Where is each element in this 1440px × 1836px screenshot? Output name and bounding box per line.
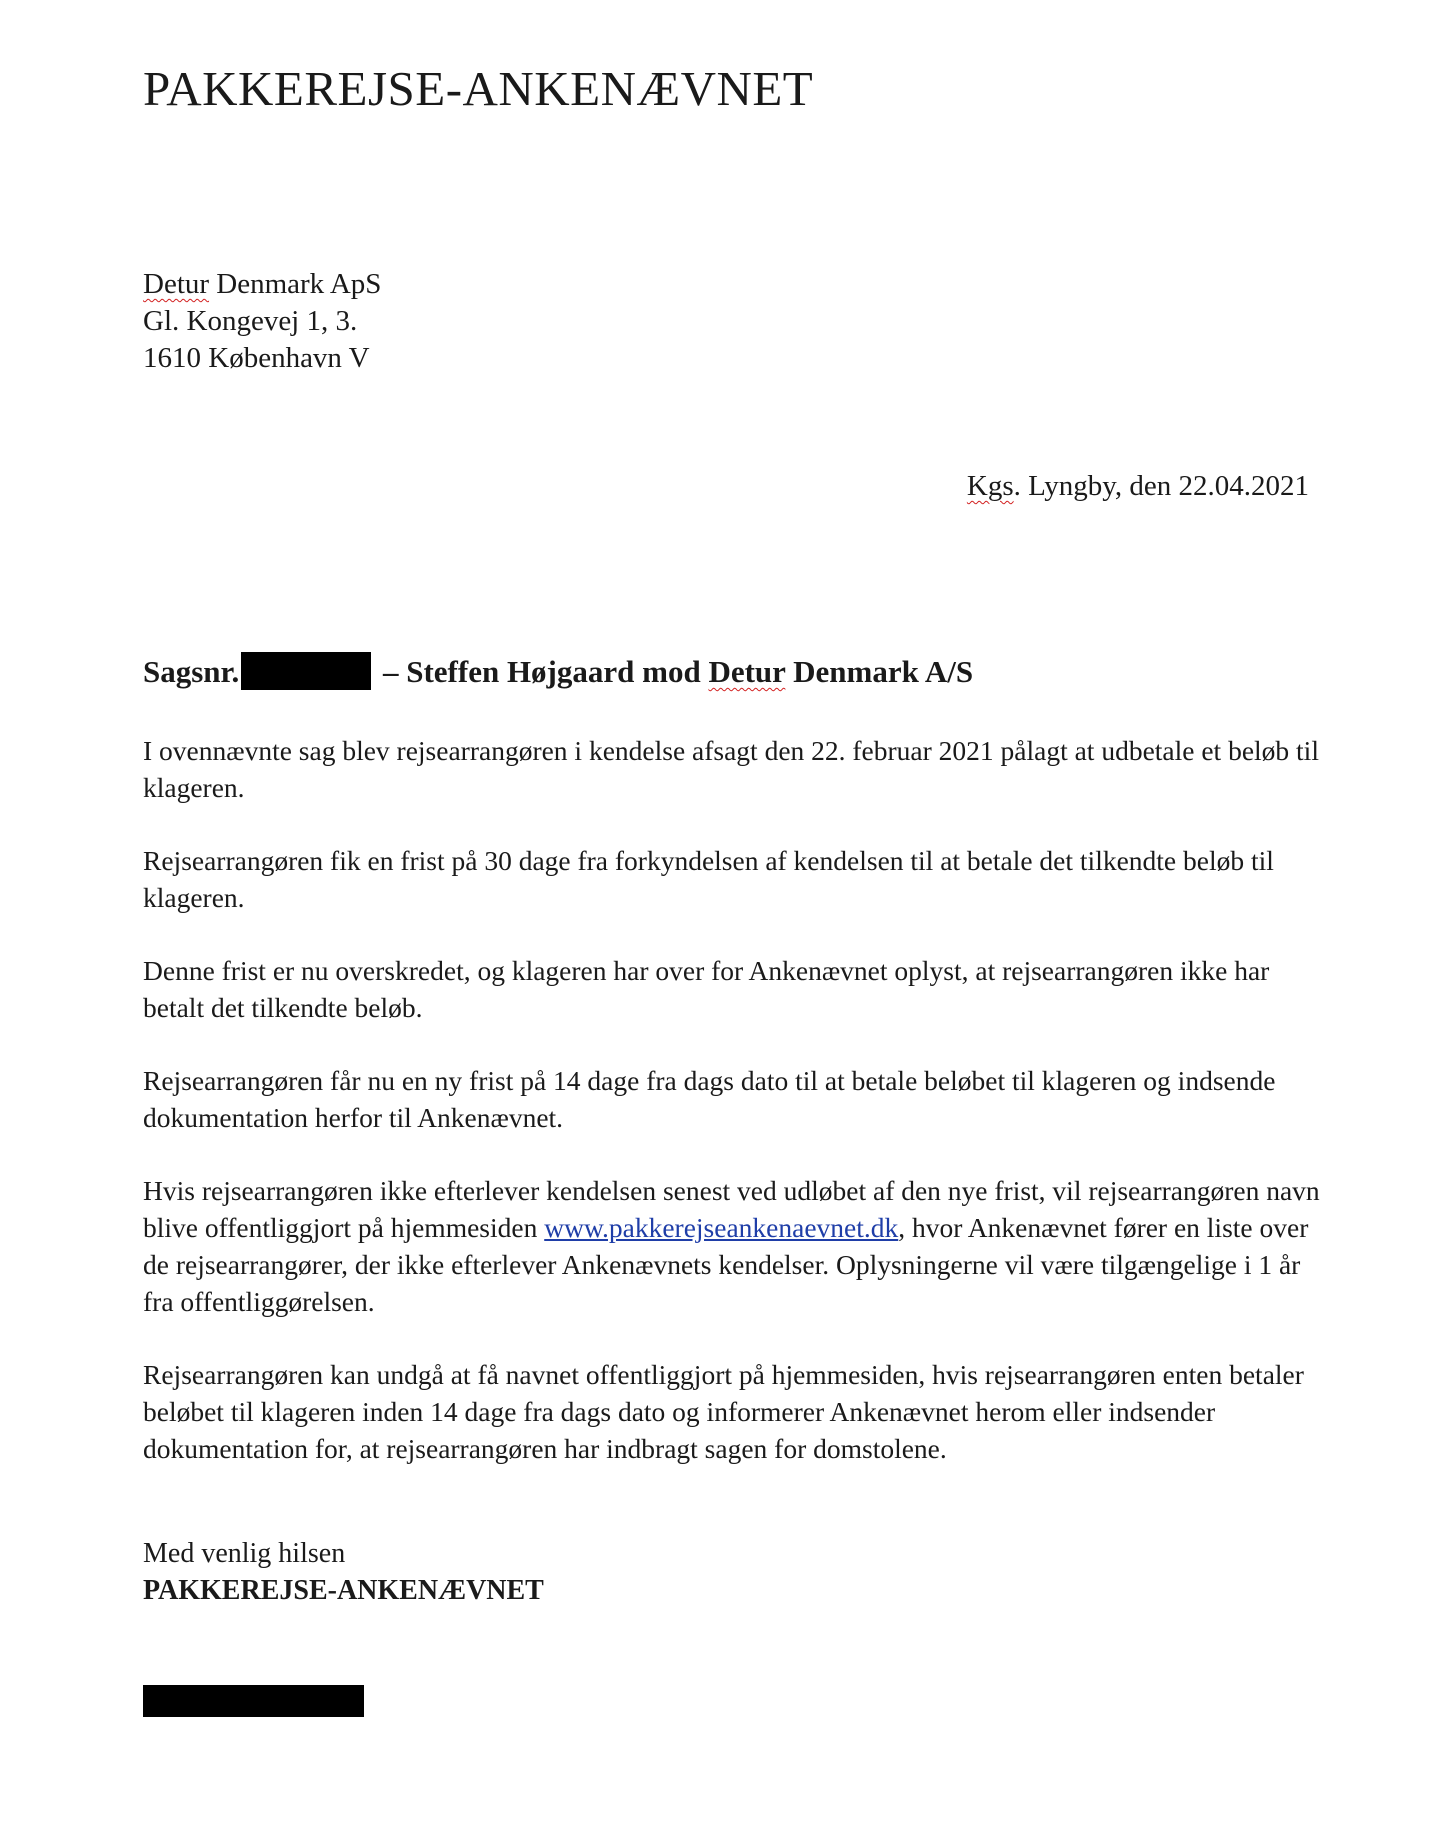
- subject-suffix: Denmark A/S: [785, 654, 974, 689]
- signature-redaction: [143, 1685, 364, 1717]
- website-link[interactable]: www.pakkerejseankenaevnet.dk: [544, 1212, 899, 1243]
- recipient-city: 1610 København V: [143, 342, 370, 374]
- recipient-street: Gl. Kongevej 1, 3.: [143, 305, 358, 337]
- subject-company: Detur: [708, 654, 786, 689]
- closing-block: [143, 1535, 544, 1609]
- paragraph-4: Rejsearrangøren får nu en ny frist på 14 dage fra dags dato til at betale beløbet til klageren og indsende dokumentation herfor til Ankenævnet.: [143, 1065, 1276, 1133]
- paragraph-1: I ovennævnte sag blev rejsearrangøren i kendelse afsagt den 22. februar 2021 pålagt at udbetale et beløb til klageren.: [143, 735, 1319, 803]
- paragraph-2: Rejsearrangøren fik en frist på 30 dage fra forkyndelsen af kendelsen til at betale det tilkendte beløb til klageren.: [143, 845, 1274, 913]
- closing-org: PAKKEREJSE-ANKENÆVNET: [143, 1575, 544, 1606]
- paragraph-5-start: Hvis rejsearrangøren ikke efterlever kendelsen senest ved udløbet af den nye frist, vil rejsearrangøren navn blive offentliggjort på hjemmesiden: [143, 1175, 1320, 1243]
- dateline: [967, 470, 1309, 503]
- recipient-address: [143, 266, 381, 377]
- recipient-name-rest: Denmark ApS: [209, 268, 382, 300]
- paragraph-5: [143, 1172, 1323, 1320]
- subject-middle: – Steffen Højgaard mod: [375, 654, 709, 689]
- recipient-name-first: Detur: [143, 268, 210, 300]
- subject-prefix: Sagsnr.: [143, 654, 240, 689]
- dateline-place-abbrev: Kgs: [966, 470, 1014, 502]
- letter-body: [143, 732, 1323, 1503]
- letterhead-title: PAKKEREJSE-ANKENÆVNET: [143, 61, 814, 116]
- recipient-name: [143, 266, 381, 303]
- subject-line: [143, 652, 973, 690]
- paragraph-3: Denne frist er nu overskredet, og klageren har over for Ankenævnet oplyst, at rejsearrangøren ikke har betalt det tilkendte beløb.: [143, 955, 1270, 1023]
- paragraph-5-end: , hvor Ankenævnet fører en liste over de rejsearrangører, der ikke efterlever Ankenævnets kendelser. Oplysningerne vil være tilgængelige i 1 år fra offentliggørelsen.: [143, 1212, 1309, 1317]
- dateline-rest: . Lyngby, den 22.04.2021: [1013, 470, 1309, 502]
- case-number-redaction: [241, 652, 371, 690]
- closing-greeting: Med venlig hilsen: [143, 1538, 346, 1569]
- paragraph-6: Rejsearrangøren kan undgå at få navnet offentliggjort på hjemmesiden, hvis rejsearrangøren enten betaler beløbet til klageren inden 14 dage fra dags dato og informerer Ankenævnet herom eller indsender dokumentation for, at rejsearrangøren har indbragt sagen for domstolene.: [143, 1359, 1304, 1464]
